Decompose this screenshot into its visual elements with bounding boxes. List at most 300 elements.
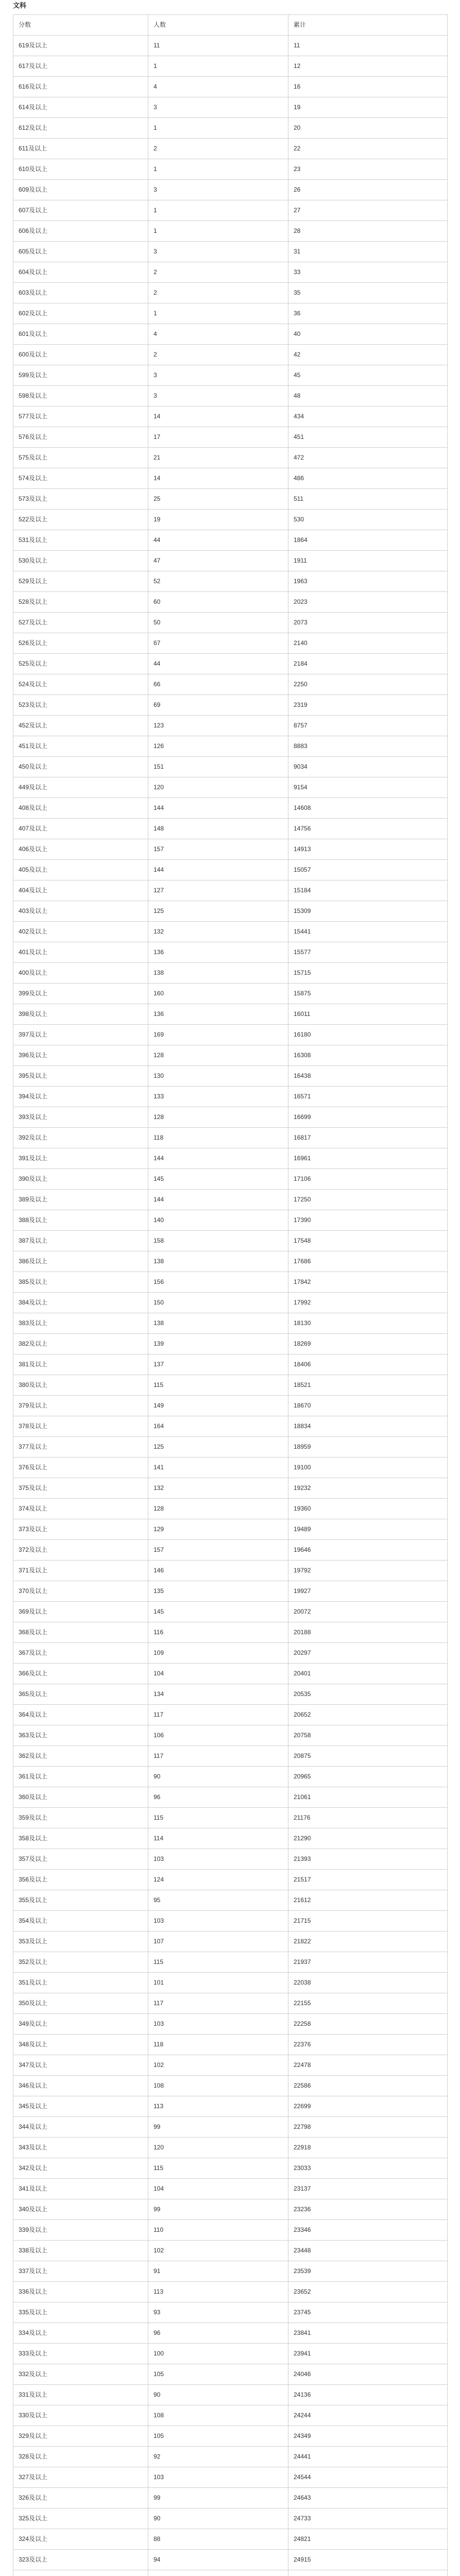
cumulative-cell: 19360	[288, 1499, 448, 1519]
table-row	[13, 2405, 448, 2426]
score-cell: 341及以上	[13, 2179, 148, 2199]
table-row	[13, 1849, 448, 1870]
table-row	[13, 860, 448, 880]
score-cell: 611及以上	[13, 139, 148, 159]
count-cell: 47	[148, 551, 288, 571]
table-row	[13, 1561, 448, 1581]
count-cell: 144	[148, 1190, 288, 1210]
cumulative-cell: 16438	[288, 1066, 448, 1087]
table-row	[13, 1293, 448, 1313]
score-cell	[13, 2570, 148, 2576]
table-row	[13, 963, 448, 984]
count-cell: 139	[148, 1334, 288, 1354]
cumulative-cell: 24046	[288, 2364, 448, 2385]
score-cell: 574及以上	[13, 468, 148, 489]
cumulative-cell: 20965	[288, 1767, 448, 1787]
table-row	[13, 406, 448, 427]
cumulative-cell: 21176	[288, 1808, 448, 1828]
score-cell: 389及以上	[13, 1190, 148, 1210]
cumulative-cell: 16571	[288, 1087, 448, 1107]
table-row	[13, 1107, 448, 1128]
table-row	[13, 613, 448, 633]
cumulative-cell: 530	[288, 510, 448, 530]
score-cell: 324及以上	[13, 2529, 148, 2550]
table-row	[13, 1705, 448, 1725]
table-row	[13, 1684, 448, 1705]
count-cell: 90	[148, 2385, 288, 2405]
cumulative-cell: 22155	[288, 1993, 448, 2014]
cumulative-cell: 434	[288, 406, 448, 427]
count-cell: 144	[148, 860, 288, 880]
table-row	[13, 736, 448, 757]
score-cell: 610及以上	[13, 159, 148, 180]
table-row	[13, 777, 448, 798]
score-cell: 328及以上	[13, 2447, 148, 2467]
cumulative-cell: 15184	[288, 880, 448, 901]
table-row	[13, 654, 448, 674]
cumulative-cell: 22918	[288, 2138, 448, 2158]
cumulative-cell: 14756	[288, 819, 448, 839]
table-row	[13, 1128, 448, 1148]
cumulative-cell: 18406	[288, 1354, 448, 1375]
table-row	[13, 2426, 448, 2447]
score-cell: 359及以上	[13, 1808, 148, 1828]
score-cell: 363及以上	[13, 1725, 148, 1746]
table-row	[13, 77, 448, 97]
count-cell: 158	[148, 1231, 288, 1251]
count-cell: 157	[148, 839, 288, 860]
cumulative-cell: 17106	[288, 1169, 448, 1190]
score-cell: 347及以上	[13, 2055, 148, 2076]
cumulative-cell: 19232	[288, 1478, 448, 1499]
score-cell: 394及以上	[13, 1087, 148, 1107]
count-cell: 4	[148, 77, 288, 97]
score-cell: 601及以上	[13, 324, 148, 345]
cumulative-cell: 24544	[288, 2467, 448, 2488]
table-row	[13, 2323, 448, 2344]
score-cell: 386及以上	[13, 1251, 148, 1272]
cumulative-cell: 19927	[288, 1581, 448, 1602]
table-row	[13, 2344, 448, 2364]
count-cell: 103	[148, 2014, 288, 2035]
count-cell: 1	[148, 221, 288, 242]
score-cell: 337及以上	[13, 2261, 148, 2282]
table-row	[13, 2117, 448, 2138]
cumulative-cell: 2184	[288, 654, 448, 674]
table-row	[13, 1437, 448, 1458]
count-cell: 99	[148, 2488, 288, 2509]
table-row	[13, 36, 448, 56]
table-row	[13, 922, 448, 942]
cumulative-cell: 21822	[288, 1931, 448, 1952]
cumulative-cell: 16011	[288, 1004, 448, 1025]
count-cell: 92	[148, 2447, 288, 2467]
table-row	[13, 1313, 448, 1334]
cumulative-cell: 23	[288, 159, 448, 180]
count-cell: 1	[148, 56, 288, 77]
cumulative-cell: 24643	[288, 2488, 448, 2509]
score-cell: 526及以上	[13, 633, 148, 654]
cumulative-cell: 31	[288, 242, 448, 262]
score-cell: 402及以上	[13, 922, 148, 942]
score-cell: 371及以上	[13, 1561, 148, 1581]
count-cell: 128	[148, 1499, 288, 1519]
score-cell: 602及以上	[13, 303, 148, 324]
table-row	[13, 1643, 448, 1664]
count-cell: 157	[148, 1540, 288, 1561]
count-cell: 101	[148, 1973, 288, 1993]
cumulative-cell: 8757	[288, 716, 448, 736]
score-cell: 352及以上	[13, 1952, 148, 1973]
table-row	[13, 1952, 448, 1973]
score-cell: 392及以上	[13, 1128, 148, 1148]
cumulative-cell: 18521	[288, 1375, 448, 1396]
cumulative-cell: 18269	[288, 1334, 448, 1354]
table-row	[13, 1725, 448, 1746]
cumulative-cell: 27	[288, 200, 448, 221]
cumulative-cell: 26	[288, 180, 448, 200]
count-cell: 2	[148, 262, 288, 283]
score-cell: 397及以上	[13, 1025, 148, 1045]
score-cell: 396及以上	[13, 1045, 148, 1066]
score-cell: 390及以上	[13, 1169, 148, 1190]
count-cell: 3	[148, 180, 288, 200]
count-cell: 4	[148, 324, 288, 345]
table-row	[13, 1416, 448, 1437]
table-row	[13, 695, 448, 716]
table-row	[13, 819, 448, 839]
table-row	[13, 1890, 448, 1911]
cumulative-cell: 21937	[288, 1952, 448, 1973]
cumulative-cell: 2140	[288, 633, 448, 654]
score-cell: 325及以上	[13, 2509, 148, 2529]
count-cell: 3	[148, 242, 288, 262]
score-cell: 339及以上	[13, 2220, 148, 2241]
score-cell: 576及以上	[13, 427, 148, 448]
count-cell: 144	[148, 1148, 288, 1169]
table-row	[13, 365, 448, 386]
count-cell: 149	[148, 1396, 288, 1416]
cumulative-cell: 511	[288, 489, 448, 510]
cumulative-cell: 17686	[288, 1251, 448, 1272]
cumulative-cell: 19792	[288, 1561, 448, 1581]
cumulative-cell: 21612	[288, 1890, 448, 1911]
cumulative-cell: 20758	[288, 1725, 448, 1746]
score-cell: 369及以上	[13, 1602, 148, 1622]
count-cell: 105	[148, 2364, 288, 2385]
score-cell: 364及以上	[13, 1705, 148, 1725]
count-cell: 2	[148, 139, 288, 159]
cumulative-cell: 40	[288, 324, 448, 345]
table-row	[13, 1499, 448, 1519]
cumulative-cell: 451	[288, 427, 448, 448]
header-cell-score: 分数	[13, 15, 148, 36]
cumulative-cell: 33	[288, 262, 448, 283]
score-cell: 614及以上	[13, 97, 148, 118]
cumulative-cell: 20188	[288, 1622, 448, 1643]
score-cell: 332及以上	[13, 2364, 148, 2385]
cumulative-cell: 20	[288, 118, 448, 139]
count-cell: 1	[148, 118, 288, 139]
cumulative-cell: 23346	[288, 2220, 448, 2241]
table-row	[13, 242, 448, 262]
count-cell: 105	[148, 2426, 288, 2447]
cumulative-cell: 16308	[288, 1045, 448, 1066]
table-row	[13, 2364, 448, 2385]
table-row	[13, 1458, 448, 1478]
score-table	[13, 14, 448, 2576]
count-cell: 100	[148, 2344, 288, 2364]
table-row	[13, 221, 448, 242]
cumulative-cell: 2023	[288, 592, 448, 613]
score-cell: 367及以上	[13, 1643, 148, 1664]
score-cell: 404及以上	[13, 880, 148, 901]
count-cell: 138	[148, 1251, 288, 1272]
score-cell: 331及以上	[13, 2385, 148, 2405]
count-cell: 2	[148, 345, 288, 365]
table-row	[13, 118, 448, 139]
cumulative-cell: 20652	[288, 1705, 448, 1725]
count-cell: 96	[148, 1787, 288, 1808]
cumulative-cell: 23236	[288, 2199, 448, 2220]
count-cell: 14	[148, 406, 288, 427]
table-row	[13, 2035, 448, 2055]
cumulative-cell: 19	[288, 97, 448, 118]
cumulative-cell: 24821	[288, 2529, 448, 2550]
score-cell: 524及以上	[13, 674, 148, 695]
score-cell: 356及以上	[13, 1870, 148, 1890]
count-cell: 128	[148, 1045, 288, 1066]
table-row	[13, 592, 448, 613]
count-cell: 14	[148, 468, 288, 489]
count-cell: 106	[148, 1725, 288, 1746]
count-cell: 129	[148, 1519, 288, 1540]
table-row	[13, 2467, 448, 2488]
score-cell: 395及以上	[13, 1066, 148, 1087]
count-cell: 3	[148, 365, 288, 386]
score-cell: 529及以上	[13, 571, 148, 592]
table-row	[13, 1993, 448, 2014]
score-cell: 379及以上	[13, 1396, 148, 1416]
cumulative-cell: 21290	[288, 1828, 448, 1849]
count-cell: 135	[148, 1581, 288, 1602]
count-cell: 145	[148, 1602, 288, 1622]
score-cell: 605及以上	[13, 242, 148, 262]
cumulative-cell: 15875	[288, 984, 448, 1004]
count-cell: 130	[148, 1066, 288, 1087]
table-row	[13, 1334, 448, 1354]
cumulative-cell: 14608	[288, 798, 448, 819]
table-row	[13, 2179, 448, 2199]
score-cell: 376及以上	[13, 1458, 148, 1478]
count-cell	[148, 2570, 288, 2576]
score-cell: 338及以上	[13, 2241, 148, 2261]
score-cell: 329及以上	[13, 2426, 148, 2447]
cumulative-cell: 8883	[288, 736, 448, 757]
table-row	[13, 2509, 448, 2529]
score-cell: 354及以上	[13, 1911, 148, 1931]
table-row	[13, 345, 448, 365]
table-row	[13, 1911, 448, 1931]
table-row	[13, 1272, 448, 1293]
cumulative-cell: 21715	[288, 1911, 448, 1931]
cumulative-cell: 24441	[288, 2447, 448, 2467]
table-row	[13, 1581, 448, 1602]
score-cell: 604及以上	[13, 262, 148, 283]
count-cell: 123	[148, 716, 288, 736]
count-cell: 134	[148, 1684, 288, 1705]
count-cell: 140	[148, 1210, 288, 1231]
cumulative-cell: 22376	[288, 2035, 448, 2055]
score-cell: 382及以上	[13, 1334, 148, 1354]
cumulative-cell: 18130	[288, 1313, 448, 1334]
count-cell: 160	[148, 984, 288, 1004]
table-row	[13, 1396, 448, 1416]
count-cell: 115	[148, 1808, 288, 1828]
score-cell: 449及以上	[13, 777, 148, 798]
score-cell: 358及以上	[13, 1828, 148, 1849]
cumulative-cell: 22038	[288, 1973, 448, 1993]
score-cell: 378及以上	[13, 1416, 148, 1437]
cumulative-cell: 23539	[288, 2261, 448, 2282]
table-row	[13, 1190, 448, 1210]
header-cell-count: 人数	[148, 15, 288, 36]
count-cell: 148	[148, 819, 288, 839]
table-row	[13, 716, 448, 736]
score-cell: 398及以上	[13, 1004, 148, 1025]
table-row	[13, 757, 448, 777]
cumulative-cell: 15715	[288, 963, 448, 984]
count-cell: 102	[148, 2055, 288, 2076]
table-row	[13, 427, 448, 448]
score-cell: 612及以上	[13, 118, 148, 139]
cumulative-cell: 22699	[288, 2096, 448, 2117]
cumulative-cell: 2319	[288, 695, 448, 716]
table-row	[13, 1870, 448, 1890]
score-cell: 344及以上	[13, 2117, 148, 2138]
table-row	[13, 200, 448, 221]
count-cell: 44	[148, 654, 288, 674]
table-row	[13, 468, 448, 489]
count-cell: 93	[148, 2302, 288, 2323]
table-row	[13, 1025, 448, 1045]
cumulative-cell: 14913	[288, 839, 448, 860]
count-cell: 104	[148, 1664, 288, 1684]
count-cell: 133	[148, 1087, 288, 1107]
cumulative-cell: 15057	[288, 860, 448, 880]
count-cell: 44	[148, 530, 288, 551]
count-cell: 146	[148, 1561, 288, 1581]
count-cell: 126	[148, 736, 288, 757]
count-cell: 99	[148, 2117, 288, 2138]
table-row	[13, 942, 448, 963]
score-cell: 619及以上	[13, 36, 148, 56]
score-cell: 403及以上	[13, 901, 148, 922]
table-row	[13, 1148, 448, 1169]
cumulative-cell: 20297	[288, 1643, 448, 1664]
count-cell: 3	[148, 386, 288, 406]
table-row	[13, 1478, 448, 1499]
count-cell: 125	[148, 901, 288, 922]
table-row	[13, 2488, 448, 2509]
count-cell: 21	[148, 448, 288, 468]
table-row	[13, 1540, 448, 1561]
score-cell: 327及以上	[13, 2467, 148, 2488]
cumulative-cell: 23137	[288, 2179, 448, 2199]
score-cell: 522及以上	[13, 510, 148, 530]
count-cell: 110	[148, 2220, 288, 2241]
score-cell: 531及以上	[13, 530, 148, 551]
cumulative-cell: 17548	[288, 1231, 448, 1251]
score-cell: 349及以上	[13, 2014, 148, 2035]
cumulative-cell: 23941	[288, 2344, 448, 2364]
score-cell: 400及以上	[13, 963, 148, 984]
count-cell: 60	[148, 592, 288, 613]
count-cell: 169	[148, 1025, 288, 1045]
count-cell: 125	[148, 1437, 288, 1458]
cumulative-cell: 18834	[288, 1416, 448, 1437]
cumulative-cell: 24349	[288, 2426, 448, 2447]
score-cell: 381及以上	[13, 1354, 148, 1375]
score-cell: 528及以上	[13, 592, 148, 613]
count-cell: 113	[148, 2096, 288, 2117]
table-row	[13, 1251, 448, 1272]
count-cell: 103	[148, 1911, 288, 1931]
score-cell: 600及以上	[13, 345, 148, 365]
count-cell: 138	[148, 963, 288, 984]
table-row	[13, 180, 448, 200]
table-row	[13, 283, 448, 303]
cumulative-cell: 22478	[288, 2055, 448, 2076]
score-cell: 334及以上	[13, 2323, 148, 2344]
score-cell: 380及以上	[13, 1375, 148, 1396]
count-cell: 1	[148, 303, 288, 324]
cumulative-cell: 24915	[288, 2550, 448, 2570]
score-cell: 366及以上	[13, 1664, 148, 1684]
cumulative-cell: 12	[288, 56, 448, 77]
table-row	[13, 97, 448, 118]
table-row	[13, 1622, 448, 1643]
count-cell: 132	[148, 1478, 288, 1499]
table-row	[13, 510, 448, 530]
score-cell: 368及以上	[13, 1622, 148, 1643]
table-row	[13, 1087, 448, 1107]
count-cell: 107	[148, 1931, 288, 1952]
table-row	[13, 1231, 448, 1251]
table-row	[13, 2158, 448, 2179]
count-cell: 138	[148, 1313, 288, 1334]
table-row	[13, 2550, 448, 2570]
count-cell: 66	[148, 674, 288, 695]
table-row	[13, 798, 448, 819]
cumulative-cell: 2073	[288, 613, 448, 633]
score-cell: 609及以上	[13, 180, 148, 200]
cumulative-cell: 24136	[288, 2385, 448, 2405]
table-row	[13, 1931, 448, 1952]
table-row	[13, 1375, 448, 1396]
score-cell: 603及以上	[13, 283, 148, 303]
cumulative-cell: 22258	[288, 2014, 448, 2035]
table-row	[13, 2055, 448, 2076]
score-cell: 351及以上	[13, 1973, 148, 1993]
table-row	[13, 2282, 448, 2302]
cumulative-cell: 17992	[288, 1293, 448, 1313]
cumulative-cell: 22798	[288, 2117, 448, 2138]
table-row	[13, 262, 448, 283]
score-cell: 342及以上	[13, 2158, 148, 2179]
count-cell: 95	[148, 1890, 288, 1911]
cumulative-cell: 1864	[288, 530, 448, 551]
